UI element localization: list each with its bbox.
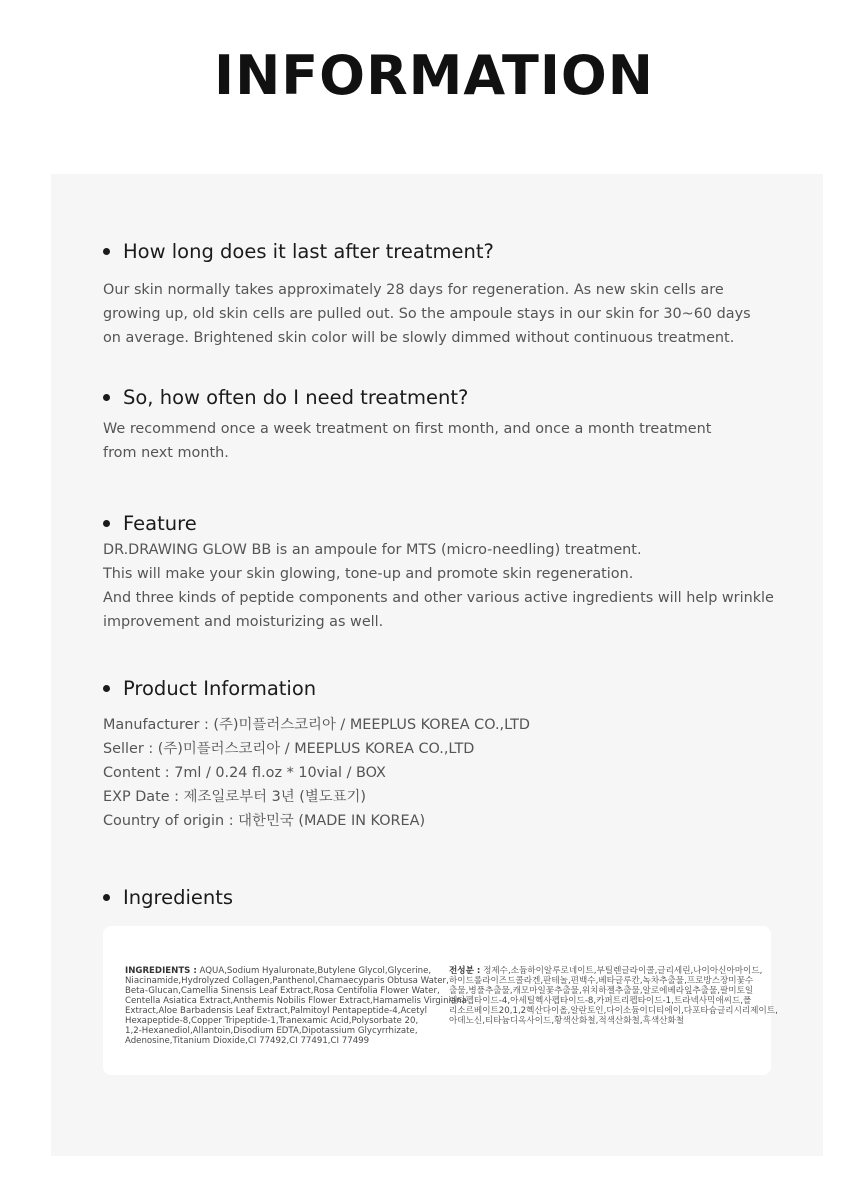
ingredients-box bbox=[103, 926, 778, 1075]
section-feature bbox=[103, 508, 783, 634]
ingredients-line: 1,2-Hexanediol,Allantoin,Disodium EDTA,Dipotassium Glycyrrhizate, bbox=[125, 1026, 418, 1036]
body-line: We recommend once a week treatment on first month, and once a month treatment bbox=[103, 421, 712, 437]
page-title: INFORMATION bbox=[213, 44, 655, 107]
ingredients-line: 출물,병풀추출물,캐모마일꽃추출물,위치하젤추출물,알로에베라잎추출물,팔미토일 bbox=[449, 986, 754, 996]
body-line: Our skin normally takes approximately 28 days for regeneration. As new skin cells are bbox=[103, 282, 724, 298]
section-product-information bbox=[103, 673, 783, 833]
product-info-country: Country of origin : 대한민국 (MADE IN KOREA) bbox=[103, 813, 426, 829]
product-info-manufacturer: Manufacturer : (주)미플러스코리아 / MEEPLUS KOREA CO.,LTD bbox=[103, 717, 530, 733]
ingredients-line: Beta-Glucan,Camellia Sinensis Leaf Extract,Rosa Centifolia Flower Water, bbox=[125, 986, 440, 996]
body-line: from next month. bbox=[103, 445, 229, 461]
bullet-icon bbox=[103, 894, 110, 901]
ingredients-line: 펜타펩타이드-4,아세틸헥사펩타이드-8,카퍼트리펩타이드-1,트라넥사믹애씨드,폴 bbox=[449, 996, 752, 1006]
section-heading bbox=[103, 236, 783, 266]
ingredients-line: Niacinamide,Hydrolyzed Collagen,Panthenol,Chamaecyparis Obtusa Water, bbox=[125, 976, 449, 986]
heading-text: Ingredients bbox=[123, 885, 234, 909]
heading-text: So, how often do I need treatment? bbox=[123, 385, 469, 409]
ingredients-line: 하이드롤라이즈드콜라겐,판테놀,편백수,베타글루칸,녹차추출물,프로방스장미꽃수 bbox=[449, 976, 754, 986]
body-line: growing up, old skin cells are pulled out. So the ampoule stays in our skin for 30~60 days bbox=[103, 306, 751, 322]
section-ingredients bbox=[103, 882, 783, 912]
heading-text: Feature bbox=[123, 511, 197, 535]
ingredients-korean bbox=[449, 966, 778, 1026]
ingredients-label: 전성분 : bbox=[449, 966, 481, 976]
ingredients-line: 리소르베이트20,1,2헥산다이올,알란토인,다이소듐이디티에이,다포타슘글리시리제이트, bbox=[449, 1006, 778, 1016]
section-heading bbox=[103, 673, 783, 703]
section-treatment-frequency bbox=[103, 382, 783, 465]
bullet-icon bbox=[103, 394, 110, 401]
section-body bbox=[103, 278, 783, 350]
product-info-seller: Seller : (주)미플러스코리아 / MEEPLUS KOREA CO.,LTD bbox=[103, 741, 475, 757]
information-panel bbox=[51, 174, 823, 1156]
body-line: improvement and moisturizing as well. bbox=[103, 614, 384, 630]
section-heading bbox=[103, 882, 783, 912]
section-heading bbox=[103, 382, 783, 412]
body-line: And three kinds of peptide components and other various active ingredients will help wrinkle bbox=[103, 590, 774, 606]
ingredients-line: AQUA,Sodium Hyaluronate,Butylene Glycol,Glycerine, bbox=[196, 966, 432, 976]
section-body bbox=[103, 417, 783, 465]
bullet-icon bbox=[103, 685, 110, 692]
section-treatment-duration bbox=[103, 236, 783, 350]
ingredients-line: Extract,Aloe Barbadensis Leaf Extract,Palmitoyl Pentapeptide-4,Acetyl bbox=[125, 1006, 428, 1016]
body-line: This will make your skin glowing, tone-up and promote skin regeneration. bbox=[103, 566, 634, 582]
ingredients-line: Centella Asiatica Extract,Anthemis Nobilis Flower Extract,Hamamelis Virginiana bbox=[125, 996, 467, 1006]
bullet-icon bbox=[103, 520, 110, 527]
section-body bbox=[103, 538, 783, 634]
product-info-exp-date: EXP Date : 제조일로부터 3년 (별도표기) bbox=[103, 789, 367, 805]
ingredients-label: INGREDIENTS : bbox=[125, 966, 197, 976]
section-heading bbox=[103, 508, 783, 538]
ingredients-line: 정제수,소듐하이알루로네이트,부틸렌글라이콜,글리세린,나이아신아마이드, bbox=[480, 966, 763, 976]
heading-text: How long does it last after treatment? bbox=[123, 239, 494, 263]
body-line: on average. Brightened skin color will be slowly dimmed without continuous treatment. bbox=[103, 330, 735, 346]
body-line: DR.DRAWING GLOW BB is an ampoule for MTS (micro-needling) treatment. bbox=[103, 542, 642, 558]
section-body bbox=[103, 713, 783, 833]
product-info-content: Content : 7ml / 0.24 fl.oz * 10vial / BOX bbox=[103, 765, 386, 781]
ingredients-line: 아데노신,티타늄디옥사이드,황색산화철,적색산화철,흑색산화철 bbox=[449, 1016, 685, 1026]
ingredients-line: Hexapeptide-8,Copper Tripeptide-1,Tranexamic Acid,Polysorbate 20, bbox=[125, 1016, 419, 1026]
heading-text: Product Information bbox=[123, 676, 317, 700]
bullet-icon bbox=[103, 248, 110, 255]
ingredients-line: Adenosine,Titanium Dioxide,CI 77492,CI 77491,CI 77499 bbox=[125, 1036, 370, 1046]
